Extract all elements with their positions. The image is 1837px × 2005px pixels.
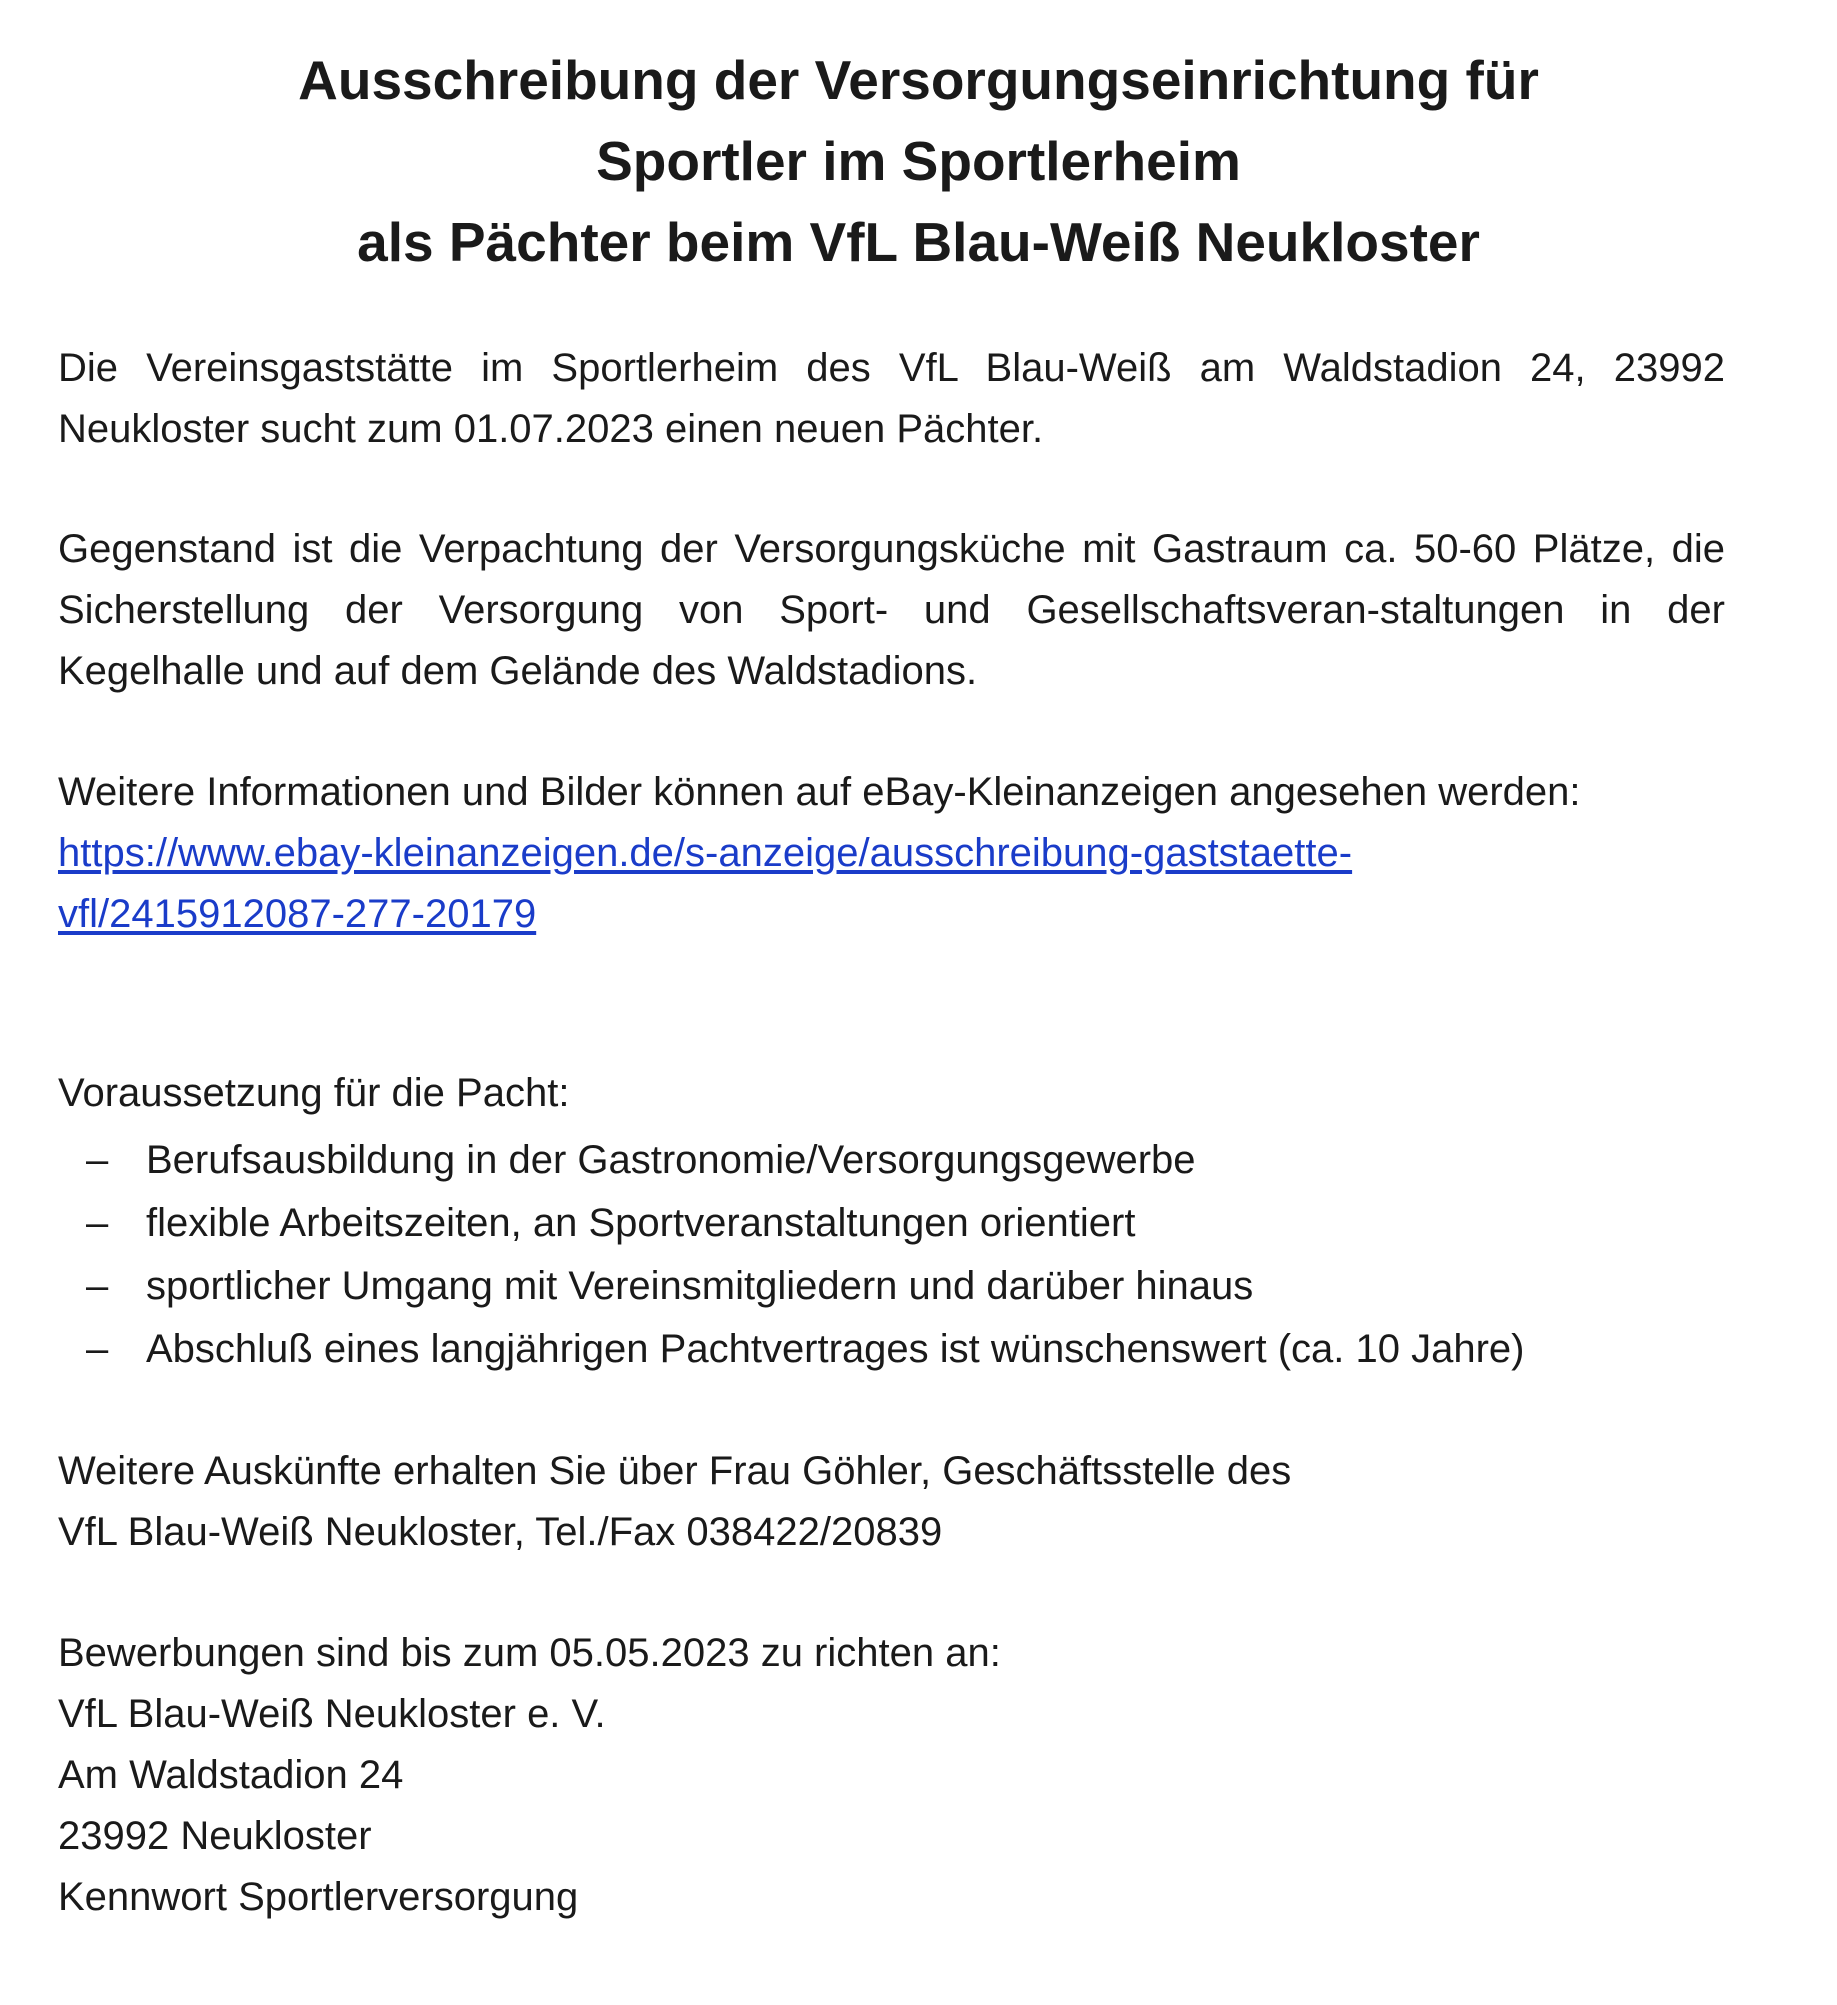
list-item	[58, 1192, 1758, 1255]
address-keyword: Kennwort Sportlerversorgung	[58, 1875, 579, 1919]
contact-section	[58, 1441, 1725, 1563]
requirement-text: Abschluß eines langjährigen Pachtvertrages ist wünschenswert (ca. 10 Jahre)	[146, 1327, 1525, 1371]
more-info-text: Weitere Informationen und Bilder können auf eBay-Kleinanzeigen angesehen werden:	[58, 770, 1581, 814]
dash-bullet: –	[86, 1327, 109, 1371]
requirement-text: Berufsausbildung in der Gastronomie/Versorgungsgewerbe	[146, 1138, 1196, 1182]
requirement-text: sportlicher Umgang mit Vereinsmitgliedern und darüber hinaus	[146, 1264, 1254, 1308]
address-city: 23992 Neukloster	[58, 1814, 372, 1858]
link-line-2: vfl/2415912087-277-20179	[58, 892, 537, 936]
contact-line-1: Weitere Auskünfte erhalten Sie über Frau Göhler, Geschäftsstelle des	[58, 1449, 1292, 1493]
title-line-3: als Pächter beim VfL Blau-Weiß Neukloster	[357, 211, 1480, 273]
list-item	[58, 1318, 1758, 1381]
title-line-2: Sportler im Sportlerheim	[596, 130, 1241, 192]
link-line-1: https://www.ebay-kleinanzeigen.de/s-anzeige/ausschreibung-gaststaette-	[58, 831, 1353, 875]
more-info-section	[58, 762, 1725, 945]
ebay-listing-link[interactable]	[58, 823, 1618, 945]
subject-paragraph: Gegenstand ist die Verpachtung der Versorgungsküche mit Gastraum ca. 50-60 Plätze, die Sicherstellung der Versorgung von Sport- und Gesellschaftsveran-staltungen in der Kegelhalle und auf dem Gelände des Waldstadions.	[58, 527, 1725, 693]
address-club-name: VfL Blau-Weiß Neukloster e. V.	[58, 1692, 606, 1736]
requirements-heading: Voraussetzung für die Pacht:	[58, 1071, 570, 1115]
title-line-1: Ausschreibung der Versorgungseinrichtung für	[298, 49, 1539, 111]
dash-bullet: –	[86, 1138, 109, 1182]
requirement-text: flexible Arbeitszeiten, an Sportveranstaltungen orientiert	[146, 1201, 1136, 1245]
dash-bullet: –	[86, 1201, 109, 1245]
address-street: Am Waldstadion 24	[58, 1753, 404, 1797]
page-title	[0, 40, 1837, 283]
application-address	[58, 1623, 1725, 1928]
application-deadline: Bewerbungen sind bis zum 05.05.2023 zu richten an:	[58, 1631, 1001, 1675]
contact-line-2: VfL Blau-Weiß Neukloster, Tel./Fax 038422/20839	[58, 1510, 943, 1554]
list-item	[58, 1255, 1758, 1318]
dash-bullet: –	[86, 1264, 109, 1308]
intro-paragraph: Die Vereinsgaststätte im Sportlerheim des VfL Blau-Weiß am Waldstadion 24, 23992 Neukloster sucht zum 01.07.2023 einen neuen Pächter.	[58, 346, 1725, 451]
list-item	[58, 1129, 1758, 1192]
requirements-list	[58, 1129, 1758, 1381]
